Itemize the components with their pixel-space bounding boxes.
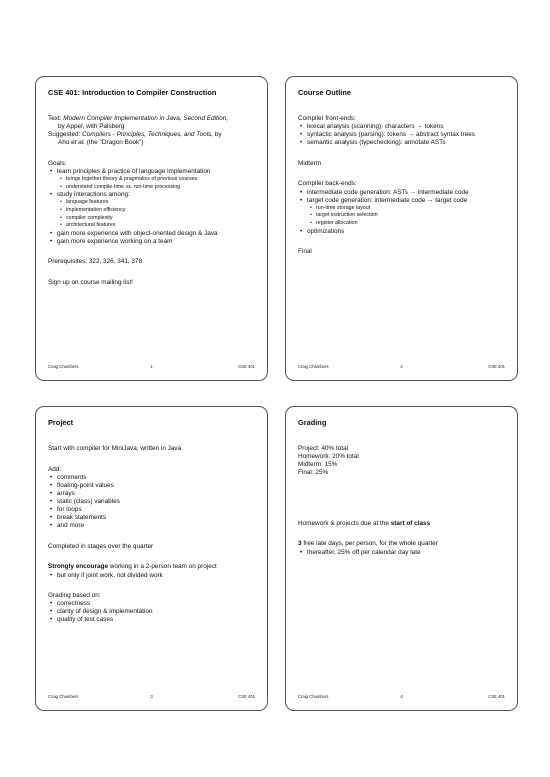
authors-etal: et al. bbox=[71, 139, 86, 147]
footer-author: Craig Chambers bbox=[298, 364, 329, 369]
list-item: • understand compile-time vs. run-time processing bbox=[48, 184, 262, 192]
completed-note: Completed in stages over the quarter bbox=[48, 542, 154, 550]
footer-page-number: 4 bbox=[400, 694, 403, 699]
list-item: • study interactions among: bbox=[48, 191, 262, 199]
list-item: • break statements bbox=[48, 514, 262, 522]
project-start: Start with compiler for MiniJava, written in Java bbox=[48, 445, 182, 452]
late-note bbox=[298, 540, 512, 548]
list-item: • intermediate code generation: ASTs → intermediate code bbox=[298, 189, 512, 197]
slide-title: CSE 401: Introduction to Compiler Construction bbox=[48, 88, 217, 97]
slide-body bbox=[48, 115, 262, 287]
list-item: • arrays bbox=[48, 490, 262, 498]
list-item: • run-time storage layout bbox=[298, 205, 512, 213]
list-item: • correctness bbox=[48, 600, 262, 608]
list-item: • gain more experience working on a team bbox=[48, 238, 262, 246]
late-list bbox=[298, 549, 512, 557]
grading-list bbox=[48, 600, 262, 624]
grade-midterm: Midterm: 15% bbox=[298, 461, 338, 469]
footer-course: CSE 401 bbox=[238, 364, 255, 369]
list-item: • implementation efficiency bbox=[48, 207, 262, 215]
text-book-title: Modern Compiler Implementation in Java, Second Edition, bbox=[63, 115, 229, 122]
slide-title: Grading bbox=[298, 418, 327, 427]
prerequisites: Prerequisites: 322, 326, 341, 378 bbox=[48, 258, 143, 266]
due-note-pre: Homework & projects due at the bbox=[298, 519, 391, 527]
list-item: • for loops bbox=[48, 506, 262, 514]
list-item: • gain more experience with object-oriented design & Java bbox=[48, 230, 262, 238]
grade-final: Final: 25% bbox=[298, 469, 329, 477]
list-item: • clarity of design & implementation bbox=[48, 608, 262, 616]
list-item: • syntactic analysis (parsing): tokens → abstract syntax trees bbox=[298, 131, 512, 139]
grading-label: Grading based on: bbox=[48, 592, 101, 600]
footer-course: CSE 401 bbox=[488, 364, 505, 369]
slide-title: Course Outline bbox=[298, 88, 351, 97]
suggested-by: by bbox=[213, 131, 222, 139]
list-item: • thereafter, 25% off per calendar day late bbox=[298, 549, 512, 557]
footer-page-number: 1 bbox=[150, 364, 153, 369]
front-end-list bbox=[298, 123, 512, 147]
goals-label: Goals: bbox=[48, 159, 67, 167]
due-note-bold: start of class bbox=[390, 519, 431, 527]
list-item: • semantic analysis (typechecking): annotate ASTs bbox=[298, 139, 512, 147]
suggested-line bbox=[48, 131, 262, 139]
grade-project: Project: 40% total bbox=[298, 445, 349, 452]
goals-list bbox=[48, 168, 262, 246]
add-list bbox=[48, 474, 262, 531]
back-end-list bbox=[298, 189, 512, 236]
signup-note: Sign up on course mailing list! bbox=[48, 279, 133, 286]
text-authors: by Appel, with Palsberg bbox=[58, 123, 125, 131]
strongly-encourage: Strongly encourage bbox=[48, 563, 109, 571]
authors-pre: Aho bbox=[58, 139, 72, 147]
list-item: • quality of test cases bbox=[48, 616, 262, 624]
midterm-label: Midterm bbox=[298, 159, 322, 167]
footer-page-number: 2 bbox=[400, 364, 403, 369]
final-label: Final bbox=[298, 248, 312, 256]
list-item: • language features bbox=[48, 199, 262, 207]
list-item: • floating-point values bbox=[48, 482, 262, 490]
slide-body bbox=[298, 445, 512, 557]
team-list bbox=[48, 572, 262, 580]
list-item: • and more bbox=[48, 522, 262, 530]
authors-post: (the "Dragon Book") bbox=[85, 139, 144, 147]
slide-title: Project bbox=[48, 418, 74, 427]
text-line bbox=[48, 115, 262, 123]
suggested-label: Suggested: bbox=[48, 131, 83, 139]
late-days-count: 3 bbox=[298, 540, 302, 548]
suggested-authors bbox=[48, 139, 262, 147]
text-label: Text: bbox=[48, 115, 64, 122]
slide-3 bbox=[35, 406, 268, 711]
team-note-rest: working in a 2-person team on project bbox=[108, 563, 217, 571]
front-end-label: Compiler front-ends: bbox=[298, 115, 356, 122]
list-item: • static (class) variables bbox=[48, 498, 262, 506]
team-note bbox=[48, 563, 262, 571]
list-item: • learn principles & practice of language implementation bbox=[48, 168, 262, 176]
footer-author: Craig Chambers bbox=[298, 694, 329, 699]
grade-homework: Homework: 20% total bbox=[298, 453, 359, 461]
suggested-book-title: Compilers - Principles, Techniques, and Tools, bbox=[82, 131, 214, 139]
back-end-label: Compiler back-ends: bbox=[298, 180, 357, 188]
list-item: • lexical analysis (scanning): characters → tokens bbox=[298, 123, 512, 131]
add-label: Add: bbox=[48, 465, 62, 473]
list-item: • optimizations bbox=[298, 228, 512, 236]
list-item: • but only if joint work, not divided work bbox=[48, 572, 262, 580]
list-item: • brings together theory & pragmatics of previous courses bbox=[48, 176, 262, 184]
list-item: • compiler complexity bbox=[48, 215, 262, 223]
footer-course: CSE 401 bbox=[238, 694, 255, 699]
list-item: • architectural features bbox=[48, 222, 262, 230]
list-item: • target instruction selection bbox=[298, 212, 512, 220]
slide-1 bbox=[35, 76, 268, 381]
slide-body bbox=[48, 445, 262, 625]
footer-author: Craig Chambers bbox=[48, 694, 79, 699]
footer-author: Craig Chambers bbox=[48, 364, 79, 369]
footer-page-number: 3 bbox=[150, 694, 153, 699]
list-item: • target code generation: intermediate code → target code bbox=[298, 197, 512, 205]
slide-2 bbox=[285, 76, 518, 381]
due-note bbox=[298, 520, 512, 528]
list-item: • comments bbox=[48, 474, 262, 482]
footer-course: CSE 401 bbox=[488, 694, 505, 699]
late-note-rest: free late days, per person, for the whole quarter bbox=[301, 540, 438, 548]
list-item: • register allocation bbox=[298, 220, 512, 228]
slide-body bbox=[298, 115, 512, 256]
slide-4 bbox=[285, 406, 518, 711]
